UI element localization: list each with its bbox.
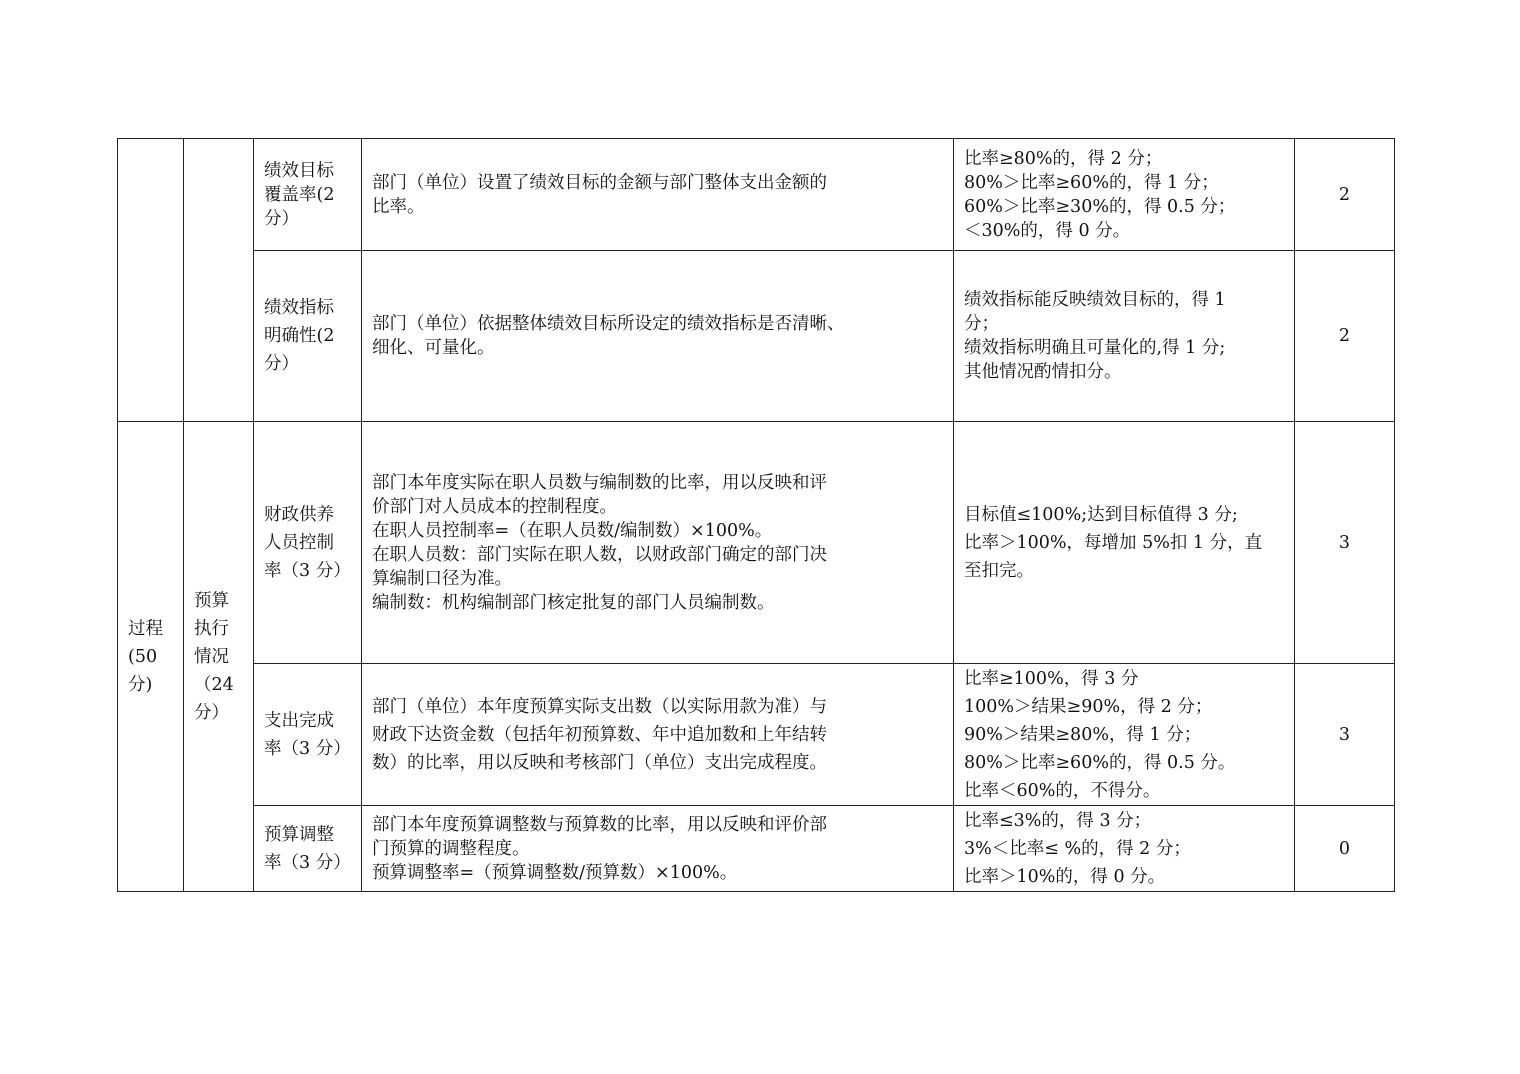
- score-cell: 3: [1295, 664, 1395, 806]
- indicator-cell: 绩效目标 覆盖率(2 分）: [254, 139, 362, 251]
- score-cell: 2: [1295, 251, 1395, 422]
- table-row: [118, 806, 1395, 892]
- level1-indicator-cell: 过程 (50 分): [118, 422, 184, 892]
- score-cell: 2: [1295, 139, 1395, 251]
- criteria-cell: 比率≥100%，得 3 分 100%＞结果≥90%，得 2 分； 90%＞结果≥80%，得 1 分； 80%＞比率≥60%的，得 0.5 分。 比率＜60%的，不得分。: [954, 664, 1295, 806]
- indicator-cell: 预算调整 率（3 分）: [254, 806, 362, 892]
- level2-indicator-cell: 预算 执行 情况 （24 分）: [184, 422, 254, 892]
- criteria-cell: 比率≤3%的，得 3 分； 3%＜比率≤ %的，得 2 分； 比率＞10%的，得 0 分。: [954, 806, 1295, 892]
- indicator-cell: 绩效指标 明确性(2 分）: [254, 251, 362, 422]
- score-cell: 3: [1295, 422, 1395, 664]
- criteria-cell: 目标值≤100%;达到目标值得 3 分; 比率＞100%，每增加 5%扣 1 分，直 至扣完。: [954, 422, 1295, 664]
- description-cell: 部门（单位）本年度预算实际支出数（以实际用款为准）与 财政下达资金数（包括年初预算数、年中追加数和上年结转 数）的比率，用以反映和考核部门（单位）支出完成程度。: [362, 664, 954, 806]
- score-cell: 0: [1295, 806, 1395, 892]
- table-row: [118, 422, 1395, 664]
- table-row: [118, 139, 1395, 251]
- indicator-cell: 财政供养 人员控制 率（3 分）: [254, 422, 362, 664]
- table-row: [118, 251, 1395, 422]
- level1-indicator-cell: [118, 139, 184, 422]
- description-cell: 部门（单位）依据整体绩效目标所设定的绩效指标是否清晰、 细化、可量化。: [362, 251, 954, 422]
- description-cell: 部门（单位）设置了绩效目标的金额与部门整体支出金额的 比率。: [362, 139, 954, 251]
- criteria-cell: 比率≥80%的，得 2 分； 80%＞比率≥60%的，得 1 分； 60%＞比率≥30%的，得 0.5 分； ＜30%的，得 0 分。: [954, 139, 1295, 251]
- description-cell: 部门本年度实际在职人员数与编制数的比率，用以反映和评 价部门对人员成本的控制程度。 在职人员控制率=（在职人员数/编制数）×100%。 在职人员数：部门实际在职人数，以财政部门确定的部门决 算编制口径为准。 编制数：机构编制部门核定批复的部门人员编制数。: [362, 422, 954, 664]
- evaluation-table: [117, 138, 1395, 892]
- indicator-cell: 支出完成 率（3 分）: [254, 664, 362, 806]
- criteria-cell: 绩效指标能反映绩效目标的，得 1 分； 绩效指标明确且可量化的,得 1 分; 其他情况酌情扣分。: [954, 251, 1295, 422]
- level2-indicator-cell: [184, 139, 254, 422]
- description-cell: 部门本年度预算调整数与预算数的比率，用以反映和评价部 门预算的调整程度。 预算调整率=（预算调整数/预算数）×100%。: [362, 806, 954, 892]
- table-row: [118, 664, 1395, 806]
